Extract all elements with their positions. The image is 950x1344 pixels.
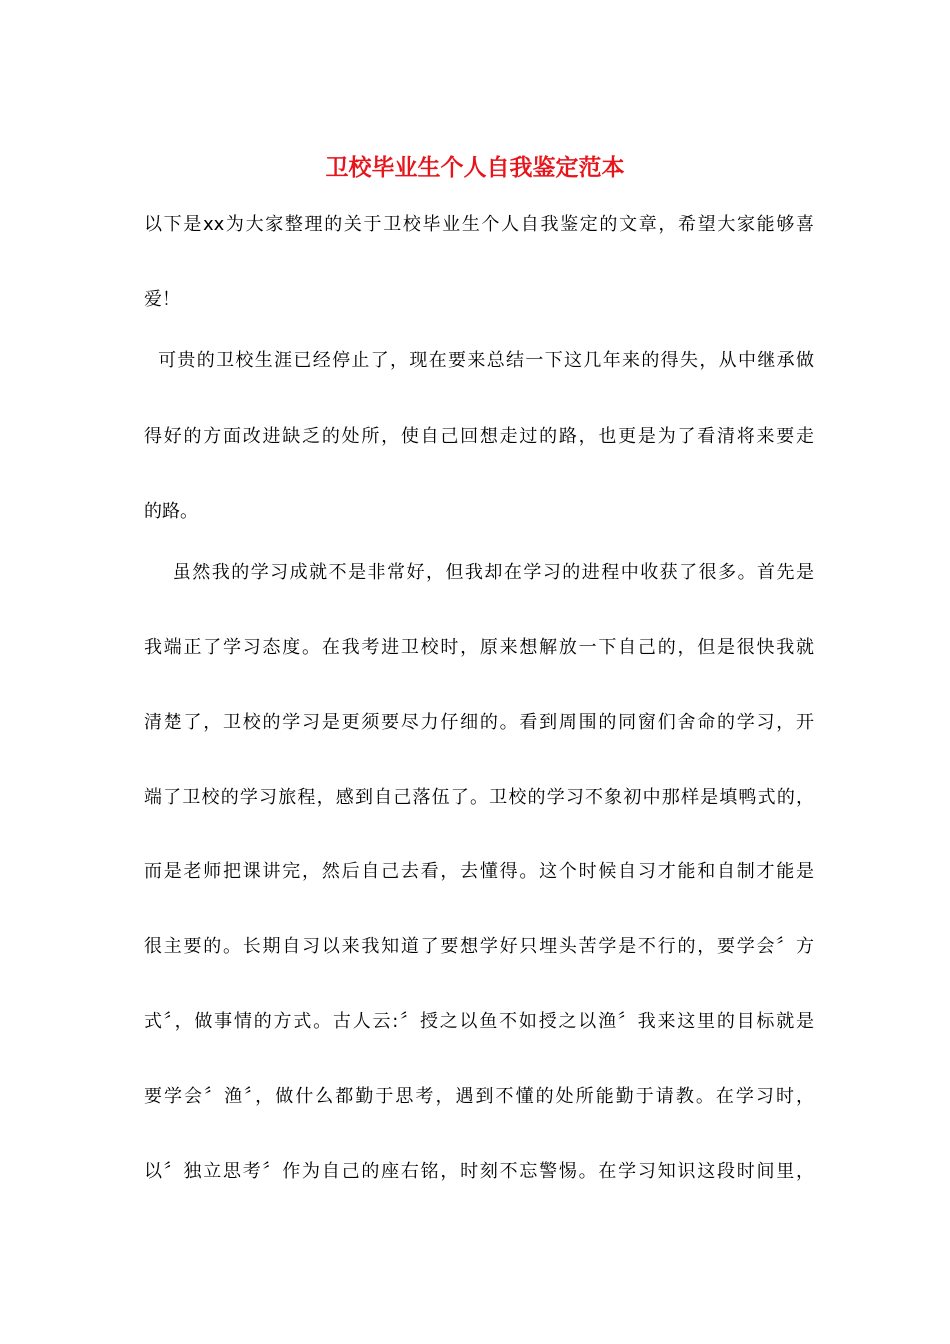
paragraph-line: 而是老师把课讲完，然后自己去看，去懂得。这个时候自习才能和自制才能是 [144,861,814,882]
document-title: 卫校毕业生个人自我鉴定范本 [325,154,625,181]
paragraph-line: 以〞独立思考〞作为自己的座右铭，时刻不忘警惕。在学习知识这段时间里， [144,1161,814,1182]
paragraph-line: 以下是xx为大家整理的关于卫校毕业生个人自我鉴定的文章，希望大家能够喜 [144,214,814,235]
paragraph-line: 虽然我的学习成就不是非常好，但我却在学习的进程中收获了很多。首先是 [144,562,814,583]
paragraph-line: 清楚了，卫校的学习是更须要尽力仔细的。看到周围的同窗们舍命的学习，开 [144,712,814,733]
paragraph-line: 我端正了学习态度。在我考进卫校时，原来想解放一下自己的，但是很快我就 [144,637,814,658]
paragraph-line: 要学会〞渔〞，做什么都勤于思考，遇到不懂的处所能勤于请教。在学习时， [144,1086,814,1107]
paragraph-line: 可贵的卫校生涯已经停止了，现在要来总结一下这几年来的得失，从中继承做 [144,350,814,371]
paragraph-line: 的路。 [144,501,198,522]
paragraph-line: 得好的方面改进缺乏的处所，使自己回想走过的路，也更是为了看清将来要走 [144,426,814,447]
paragraph-line: 很主要的。长期自习以来我知道了要想学好只埋头苦学是不行的，要学会〞方 [144,936,814,957]
paragraph-line: 端了卫校的学习旅程，感到自己落伍了。卫校的学习不象初中那样是填鸭式的， [144,787,814,808]
paragraph-line: 爱！ [144,289,180,310]
paragraph-line: 式〞，做事情的方式。古人云:〞授之以鱼不如授之以渔〞我来这里的目标就是 [144,1011,814,1032]
